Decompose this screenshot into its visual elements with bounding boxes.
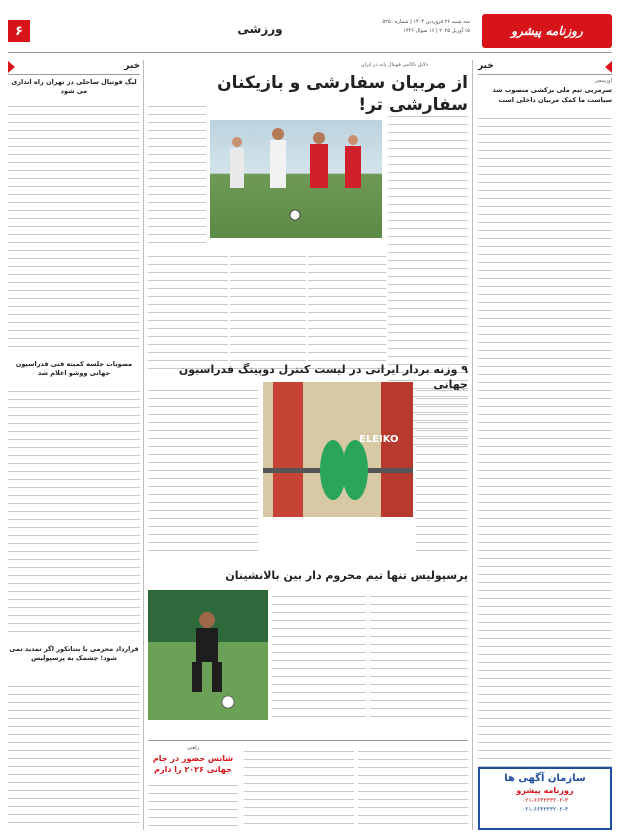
weights-col-a (416, 384, 468, 554)
bottom-story (148, 740, 468, 831)
lead-col-e (308, 250, 386, 370)
lead-headline: از مربیان سفارشی و بازیکنان سفارشی تر! (217, 73, 468, 115)
ad-box (478, 767, 612, 830)
weights-col-b (148, 384, 258, 554)
masthead (0, 0, 620, 58)
football-photo (210, 120, 382, 238)
weights-headline: ۹ وزنه بردار ایرانی در لیست کنترل دوپینگ فدراسیون جهانی (178, 363, 468, 391)
lead-col-c (148, 250, 228, 370)
bottom-col-a (148, 779, 238, 829)
persepolis-story (148, 568, 468, 768)
left-story3-title: قرارداد محرمی با بنتانکور اگر تمدید نمی شود؛ چشمک به پرسپولیس (9, 645, 139, 662)
page-number: ۶ (15, 23, 23, 39)
lead-col-b (148, 100, 206, 250)
left-story1-body (8, 100, 140, 350)
left-story3-body (8, 680, 140, 825)
right-label-row (478, 60, 612, 75)
bottom-kicker: راهنی (186, 745, 200, 751)
right-label: خبر (478, 61, 494, 71)
right-title: سرمربی تیم ملی بزکشی منصوب شد (492, 86, 612, 94)
training-photo (148, 590, 268, 720)
left-label-row (8, 60, 140, 75)
logo-box (482, 14, 612, 48)
left-column (8, 60, 140, 830)
ad-subtitle: روزنامه پیشرو (516, 786, 574, 795)
ad-phone-2: ۰۲۱-۶۶۴۳۳۳۲۰۲-۳ (521, 806, 569, 813)
ad-phone-1: ۰۲۱-۶۶۴۳۳۳۲۰۲-۳ (521, 797, 569, 804)
persepolis-headline: پرسپولیس تنها تیم محروم دار بین بالانشینان (225, 569, 468, 582)
right-column (478, 60, 612, 830)
issue-line-2: ۱۵ آوریل ۲۰۲۵ | ۱۶ شوال ۱۴۴۶ (403, 28, 470, 34)
weightlifting-photo (263, 382, 413, 517)
plate-text: ELEIKO (359, 434, 399, 445)
barbell-illustration (263, 382, 413, 517)
bottom-col-c (358, 745, 468, 829)
persepolis-col-a (272, 590, 366, 720)
weights-story (148, 362, 468, 562)
football-players-illustration (210, 120, 382, 238)
right-kicker: اورسچی (594, 78, 612, 84)
lead-kicker: دلایل ناکامی فوتبال پایه در ایران (360, 62, 428, 68)
right-story-body (478, 112, 612, 767)
left-story2-title: مصوبات جلسه کمیته فنی فدراسیون جهانی ووشو اعلام شد (15, 360, 133, 377)
left-story1-title: لیگ فوتبال ساحلی در تهران راه اندازی می شود (11, 78, 137, 95)
newspaper-logo: روزنامه پیشرو (511, 24, 583, 38)
right-subtitle: سیاست ما کمک مربیان داخلی است (498, 96, 612, 104)
col-divider-left (143, 60, 144, 830)
issue-info (330, 18, 470, 36)
col-divider-right (472, 60, 473, 830)
arrow-icon (605, 61, 612, 73)
ad-title: سازمان آگهی ها (504, 773, 586, 784)
page-number-box (8, 20, 30, 42)
footballer-illustration (148, 590, 268, 720)
bottom-headline: شانس حضور در جام جهانی ۲۰۲۶ را دارم (152, 754, 234, 774)
bottom-col-b (244, 745, 354, 829)
section-name: ورزشی (237, 22, 283, 36)
persepolis-col-b (370, 590, 468, 720)
issue-line-1: سه شنبه ۲۶ فروردین ۱۴۰۴ | شماره ۵۲۵۰ (382, 19, 470, 25)
arrow-icon (8, 61, 15, 73)
header-divider (8, 52, 612, 53)
left-story2-body (8, 385, 140, 635)
left-label: خبر (124, 61, 140, 71)
lead-col-d (230, 250, 306, 370)
